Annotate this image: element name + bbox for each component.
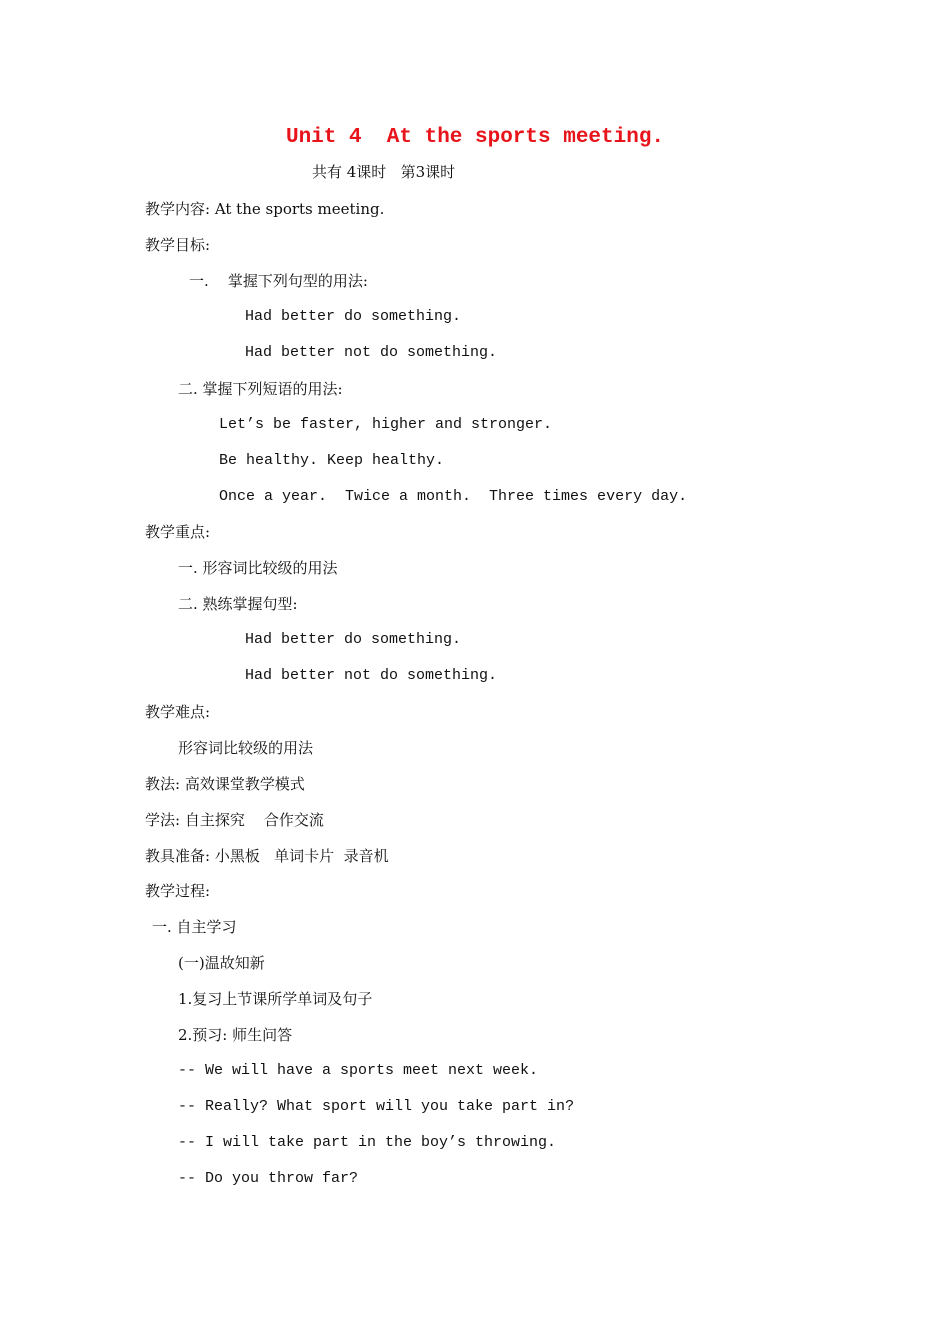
dialogue-line: -- We will have a sports meet next week. (178, 1062, 539, 1079)
key-heading: 教学重点: (145, 523, 211, 541)
goal2-item: Once a year. Twice a month. Three times every day. (219, 488, 688, 505)
goal1-heading: 一. 掌握下列句型的用法: (189, 272, 368, 290)
process-heading: 教学过程: (145, 882, 211, 900)
key-item: 二. 熟练掌握句型: (178, 595, 298, 613)
key-sentence: Had better do something. (245, 631, 462, 648)
process-item: 1.复习上节课所学单词及句子 (178, 990, 373, 1008)
difficulty-heading: 教学难点: (145, 703, 211, 721)
process-item: 2.预习: 师生问答 (178, 1026, 293, 1044)
content-line: 教学内容: At the sports meeting. (145, 200, 385, 218)
goals-heading: 教学目标: (145, 236, 211, 254)
key-sentence: Had better not do something. (245, 667, 498, 684)
teaching-tools: 教具准备: 小黑板 单词卡片 录音机 (145, 847, 389, 865)
key-item: 一. 形容词比较级的用法 (178, 559, 338, 577)
goal1-item: Had better do something. (245, 308, 462, 325)
teaching-method: 教法: 高效课堂教学模式 (145, 775, 305, 793)
goal2-item: Let’s be faster, higher and stronger. (219, 416, 553, 433)
process-substep: (一)温故知新 (178, 954, 265, 972)
learning-method: 学法: 自主探究 合作交流 (145, 811, 324, 829)
difficulty-item: 形容词比较级的用法 (178, 739, 314, 757)
goal2-item: Be healthy. Keep healthy. (219, 452, 445, 469)
goal1-item: Had better not do something. (245, 344, 498, 361)
dialogue-line: -- I will take part in the boy’s throwing. (178, 1134, 557, 1151)
lesson-count: 共有 4课时 第3课时 (312, 163, 456, 181)
dialogue-line: -- Do you throw far? (178, 1170, 359, 1187)
dialogue-line: -- Really? What sport will you take part in? (178, 1098, 575, 1115)
page-title: Unit 4 At the sports meeting. (285, 126, 665, 149)
process-step: 一. 自主学习 (152, 918, 237, 936)
goal2-heading: 二. 掌握下列短语的用法: (178, 380, 343, 398)
